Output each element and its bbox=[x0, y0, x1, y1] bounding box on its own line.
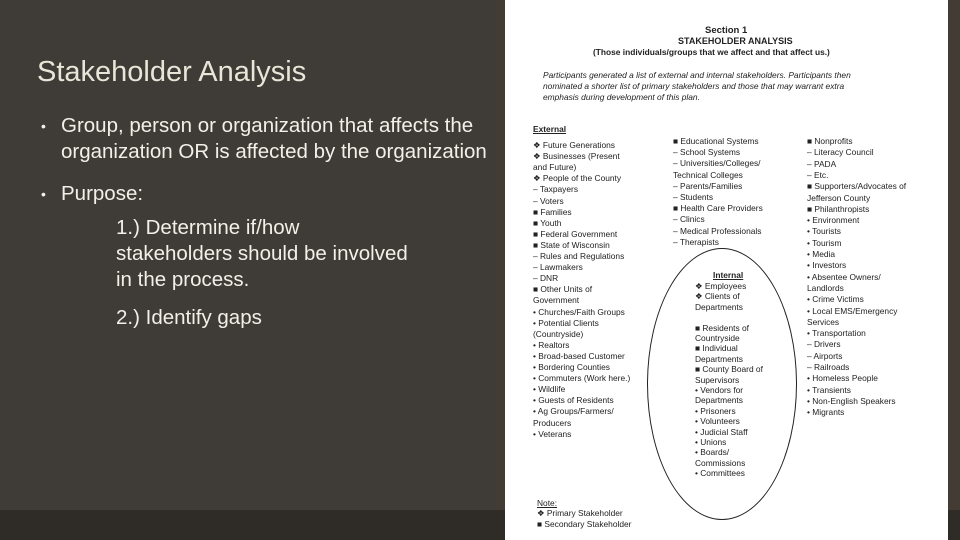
list-item: – Therapists bbox=[673, 236, 719, 247]
list-item: • Tourism bbox=[807, 237, 842, 248]
list-item: (Countryside) bbox=[533, 328, 584, 339]
bullet-definition bbox=[37, 113, 487, 165]
list-item: Departments bbox=[695, 395, 743, 406]
list-item: ■ Nonprofits bbox=[807, 136, 853, 146]
list-item: • Committees bbox=[695, 468, 745, 479]
doc-subheading: (Those individuals/groups that we affect and that affect us.) bbox=[593, 47, 830, 57]
purpose-item-1: 1.) Determine if/how stakeholders should be involved in the process. bbox=[116, 216, 408, 291]
list-item: ■ Educational Systems bbox=[673, 136, 759, 146]
list-item: Supervisors bbox=[695, 374, 740, 385]
list-item: • Churches/Faith Groups bbox=[533, 306, 625, 317]
list-item: – Railroads bbox=[807, 362, 850, 372]
list-item: – School Systems bbox=[673, 147, 741, 158]
list-item: Departments bbox=[695, 353, 743, 364]
list-item: • Non-English Speakers bbox=[807, 395, 896, 406]
doc-heading: STAKEHOLDER ANALYSIS bbox=[678, 36, 793, 46]
list-item: ❖ Clients of bbox=[695, 291, 740, 302]
list-item: Commissions bbox=[695, 457, 746, 468]
list-item: • Broad-based Customer bbox=[533, 350, 625, 361]
list-item: • Transportation bbox=[807, 328, 866, 339]
bullet-definition-text: Group, person or organization that affects the organization OR is affected by the organization bbox=[61, 114, 487, 163]
doc-note-label: Note: bbox=[537, 498, 558, 508]
list-item: ❖ Businesses (Present bbox=[533, 151, 620, 162]
list-item: – Students bbox=[673, 192, 714, 202]
list-item: • Ag Groups/Farmers/ bbox=[533, 406, 614, 417]
list-item: – Airports bbox=[807, 350, 843, 361]
list-item: – Medical Professionals bbox=[673, 225, 762, 236]
list-item: • Judicial Staff bbox=[695, 426, 748, 437]
list-item: • Tourists bbox=[807, 226, 841, 237]
document-image bbox=[505, 0, 948, 540]
bullet-purpose-text: Purpose: bbox=[61, 182, 144, 205]
bullet-list bbox=[37, 113, 487, 331]
bullet-dot-icon: • bbox=[41, 118, 46, 134]
list-item: • Volunteers bbox=[695, 416, 740, 427]
list-item: ■ Families bbox=[533, 206, 572, 217]
list-item: • Boards/ bbox=[695, 447, 730, 458]
list-item: • Environment bbox=[807, 215, 860, 226]
doc-external-label: External bbox=[533, 124, 567, 134]
list-item: • Investors bbox=[807, 260, 847, 271]
list-item: • Bordering Counties bbox=[533, 362, 610, 372]
list-item: ■ Individual bbox=[695, 343, 738, 354]
list-item: Technical Colleges bbox=[673, 169, 743, 180]
doc-internal-label: Internal bbox=[713, 270, 744, 280]
list-item: • Potential Clients bbox=[533, 317, 599, 328]
list-item: • Realtors bbox=[533, 339, 570, 350]
doc-note-secondary: ■ Secondary Stakeholder bbox=[537, 519, 632, 529]
list-item: Services bbox=[807, 316, 840, 327]
bullet-dot-icon: • bbox=[41, 186, 46, 202]
list-item: – Clinics bbox=[673, 214, 705, 225]
list-item: – Drivers bbox=[807, 339, 841, 350]
doc-section: Section 1 bbox=[705, 25, 748, 36]
list-item: ■ Supporters/Advocates of bbox=[807, 181, 907, 192]
list-item: – Parents/Families bbox=[673, 180, 743, 191]
doc-intro-line-2: nominated a shorter list of primary stakeholders and those that may warrant extra bbox=[543, 81, 845, 91]
list-item: • Prisoners bbox=[695, 405, 736, 416]
list-item: ❖ Future Generations bbox=[533, 140, 615, 150]
list-item: Government bbox=[533, 295, 580, 306]
list-item: Jefferson County bbox=[807, 192, 871, 203]
bullet-purpose bbox=[37, 181, 487, 207]
purpose-item-2: 2.) Identify gaps bbox=[116, 306, 262, 329]
list-item: ■ County Board of bbox=[695, 364, 763, 375]
list-item: • Absentee Owners/ bbox=[807, 271, 881, 282]
doc-note-primary: ❖ Primary Stakeholder bbox=[537, 508, 623, 518]
list-item: ■ Federal Government bbox=[533, 228, 618, 239]
list-item: – Universities/Colleges/ bbox=[673, 158, 761, 169]
list-item: Landlords bbox=[807, 282, 844, 293]
list-item: ■ Residents of bbox=[695, 322, 749, 333]
list-item: • Transients bbox=[807, 384, 851, 395]
list-item: Producers bbox=[533, 417, 572, 428]
list-item: Countryside bbox=[695, 333, 740, 343]
list-item: • Guests of Residents bbox=[533, 395, 614, 406]
list-item: Departments bbox=[695, 301, 743, 312]
list-item: • Local EMS/Emergency bbox=[807, 305, 898, 316]
doc-intro-line-1: Participants generated a list of external and internal stakeholders. Participants then bbox=[543, 70, 851, 80]
list-item: • Vendors for bbox=[695, 385, 744, 395]
list-item: ■ Philanthropists bbox=[807, 203, 870, 214]
list-item: – Taxpayers bbox=[533, 184, 579, 195]
list-item: • Commuters (Work here.) bbox=[533, 373, 631, 384]
list-item: • Media bbox=[807, 249, 836, 259]
list-item: ■ Health Care Providers bbox=[673, 203, 763, 214]
list-item: ■ State of Wisconsin bbox=[533, 239, 610, 250]
list-item: – DNR bbox=[533, 273, 559, 284]
list-item: ■ Youth bbox=[533, 217, 562, 228]
doc-intro-line-3: emphasis during development of this plan. bbox=[543, 92, 700, 102]
list-item: • Crime Victims bbox=[807, 294, 864, 305]
list-item: • Wildlife bbox=[533, 384, 566, 395]
list-item: – PADA bbox=[807, 158, 837, 169]
list-item: – Literacy Council bbox=[807, 147, 874, 158]
list-item: ■ Other Units of bbox=[533, 284, 593, 295]
list-item: – Lawmakers bbox=[533, 262, 583, 273]
list-item: – Rules and Regulations bbox=[533, 251, 625, 261]
list-item: • Veterans bbox=[533, 428, 572, 439]
list-item: ❖ Employees bbox=[695, 281, 747, 291]
list-item: • Migrants bbox=[807, 407, 845, 418]
slide-title: Stakeholder Analysis bbox=[37, 56, 307, 88]
list-item: ❖ People of the County bbox=[533, 173, 622, 184]
list-item: – Voters bbox=[533, 195, 564, 206]
list-item: and Future) bbox=[533, 162, 577, 173]
list-item: – Etc. bbox=[807, 169, 829, 180]
list-item: • Homeless People bbox=[807, 373, 878, 384]
list-item: • Unions bbox=[695, 437, 727, 447]
